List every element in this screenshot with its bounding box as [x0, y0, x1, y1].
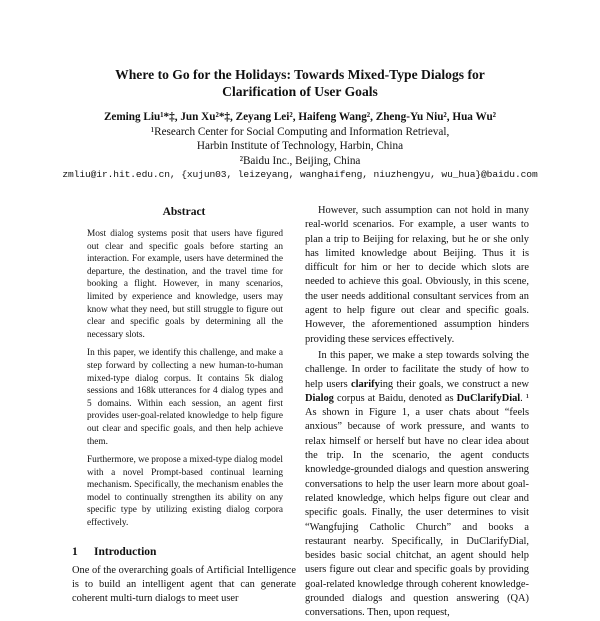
p2-text-e: . ¹ As shown in Figure 1, a user chats about “feels anxious” because of work pressure, and wants to relax himself or herself but have no clear idea about the trip. In the scenario, the agent conducts knowledge-grounded dialogs and question answering conversations to help the user learn more about goal-related knowledge, which helps figure out clear and specific goals. Finally, the user determines to visit “Wangfujing Catholic Church” and books a restaurant nearby. Specifically, in DuClarifyDial, besides basic social chitchat, an agent should help users figure out clear and specific goals by providing goal-related knowledge through coherent knowledge-grounded dialogs and question answering (QA) conversations. Then, upon request, — [305, 392, 529, 619]
right-column — [305, 204, 529, 621]
author-block — [40, 110, 560, 183]
affiliation-1-line-1: ¹Research Center for Social Computing and Information Retrieval, — [150, 125, 450, 138]
title-line-1: Where to Go for the Holidays: Towards Mixed-Type Dialogs for — [115, 67, 485, 82]
p2-text-a: In this paper, we make a step towards solving the challenge. In order to facilitate the study of how to help users — [305, 349, 529, 390]
section-title: Introduction — [94, 545, 157, 558]
abstract-heading: Abstract — [162, 206, 206, 218]
intro-paragraph-1: One of the overarching goals of Artificial Intelligence is to build an intelligent agent that can generate coherent multi-turn dialogs to meet user — [72, 564, 296, 605]
affiliation-1-line-2: Harbin Institute of Technology, Harbin, China — [196, 140, 404, 153]
p2-text-d: corpus at Baidu, denoted as — [333, 392, 457, 404]
author-names: Zeming Liu¹*‡, Jun Xu²*‡, Zeyang Lei², Haifeng Wang², Zheng-Yu Niu², Hua Wu² — [103, 111, 497, 123]
affiliation-2: ²Baidu Inc., Beijing, China — [239, 154, 361, 167]
abstract-paragraph-1: Most dialog systems posit that users have figured out clear and specific goals before starting an interaction. For example, users have determined the departure, the destination, and the travel time for booking a flight. However, in many scenarios, limited by experience and knowledge, users may know what they need, but still struggle to figure out clear and specific goals by determining all the necessary slots. — [87, 229, 283, 340]
abstract-body — [72, 228, 296, 530]
section-number: 1 — [72, 545, 78, 558]
left-column — [72, 204, 296, 607]
p2-text-c: ing their goals, we construct a new — [379, 378, 529, 390]
right-paragraph-1: However, such assumption can not hold in many real-world scenarios. For example, a user wants to plan a trip to Beijing for relaxing, but he or she only has limited knowledge about Beijing. Thus it is difficult for him or her to decide which slots are needed to achieve this goal. Obviously, in this scene, the user needs additional consultant services from an agent to help figure out clear and specific goals. However, the aforementioned assumption hinders providing these services effectively. — [305, 205, 529, 345]
p2-bold-clarify: clarify — [350, 378, 380, 390]
abstract-paragraph-2: In this paper, we identify this challenge, and make a step forward by collecting a new human-to-human mixed-type dialog corpus. It contains 5k dialog sessions and 168k utterances for 4 dialog types and 5 domains. Within each session, an agent first provides user-goal-related knowledge to help figure out clear and specific goals, and then help achieve them. — [87, 348, 283, 447]
title-line-2: Clarification of User Goals — [222, 84, 378, 99]
p2-bold-duclarifydial: DuClarifyDial — [456, 392, 521, 404]
abstract-paragraph-3: Furthermore, we propose a mixed-type dialog model with a novel Prompt-based continual learning mechanism. Specifically, the mechanism enables the model to continually strengthen its ability on any specific type by utilizing existing dialog corpora effectively. — [87, 455, 283, 529]
paper-title — [60, 66, 540, 100]
right-paragraph-2 — [305, 349, 529, 621]
author-emails: zmliu@ir.hit.edu.cn, {xujun03, leizeyang, wanghaifeng, niuzhengyu, wu_hua}@baidu.com — [62, 169, 538, 181]
p2-bold-dialog: Dialog — [305, 392, 334, 404]
section-heading-introduction — [72, 544, 296, 560]
